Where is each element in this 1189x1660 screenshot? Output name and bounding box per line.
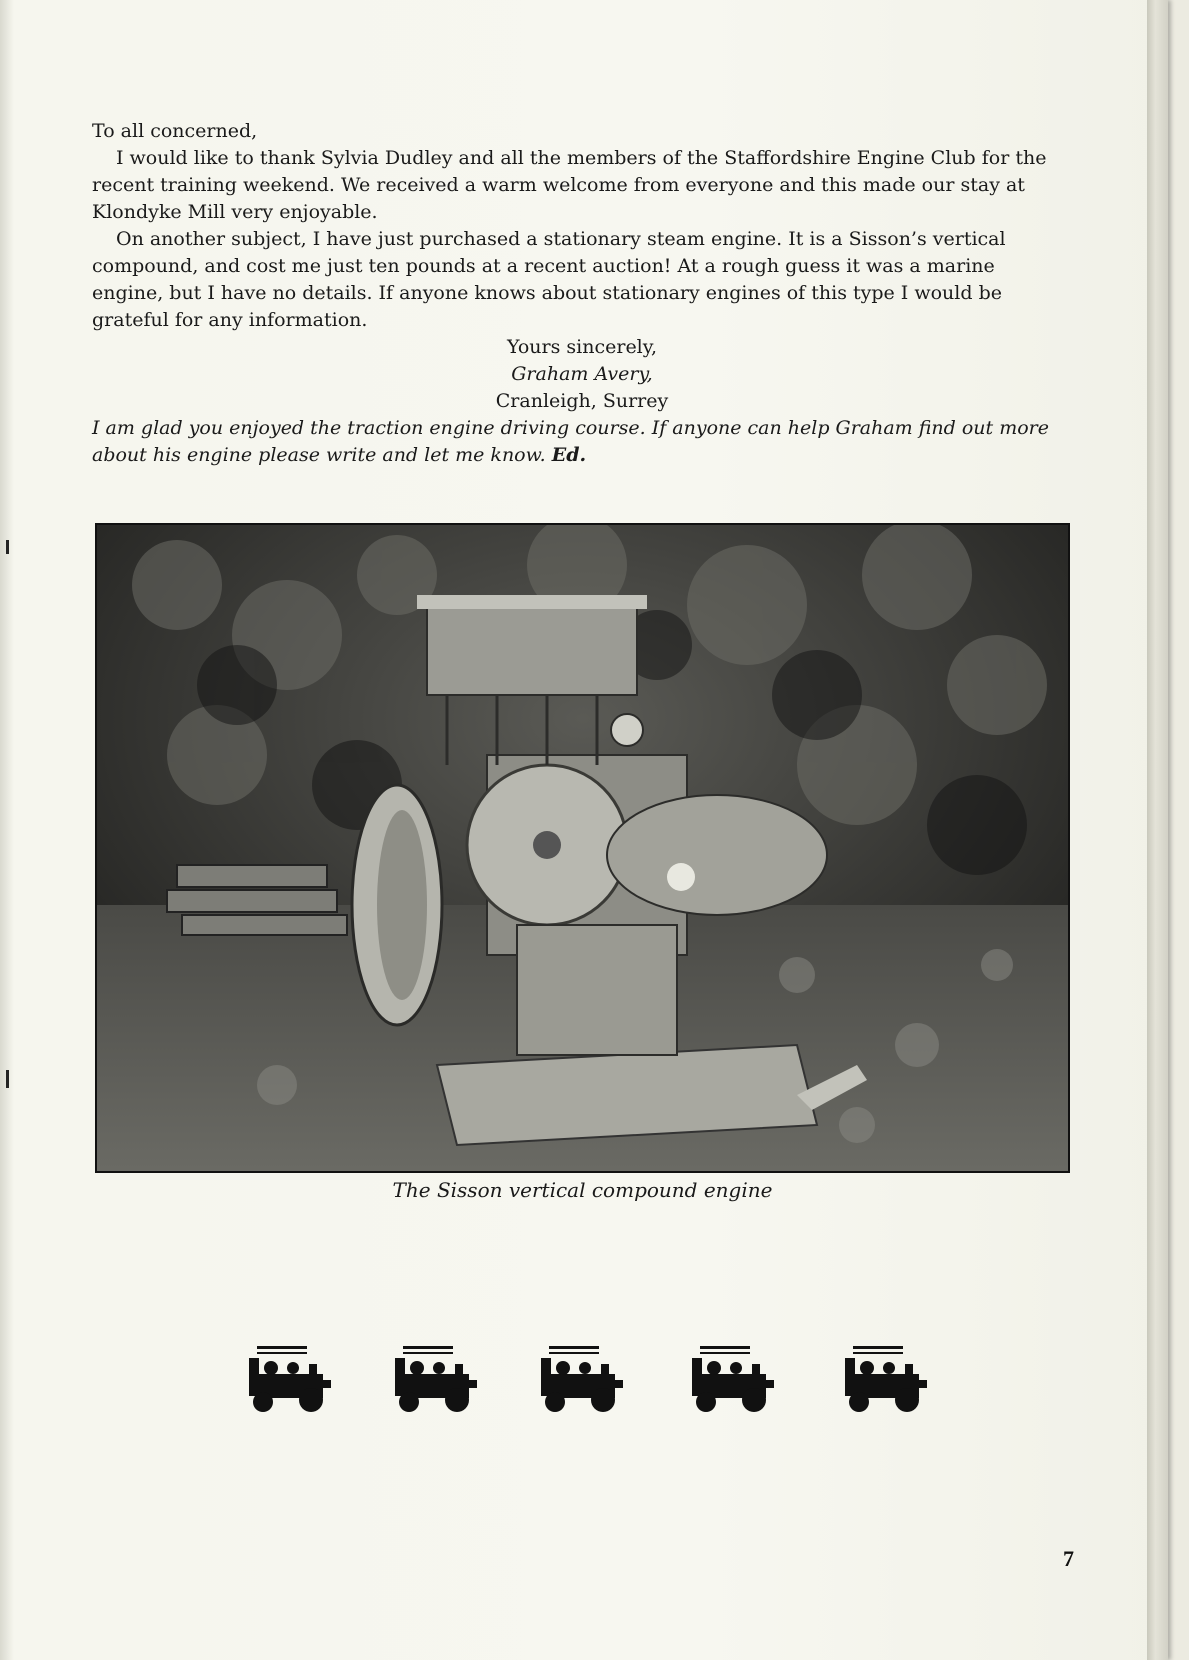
traction-engine-icon: [839, 1338, 931, 1418]
letter-salutation: To all concerned,: [92, 120, 258, 142]
photo-caption: The Sisson vertical compound engine: [392, 1178, 773, 1202]
decorative-engine-row: [243, 1338, 943, 1423]
spine-mark: [6, 1070, 9, 1088]
traction-engine-icon: [389, 1338, 481, 1418]
letter: [92, 118, 1067, 469]
engine-photo-image: [97, 525, 1068, 1171]
traction-engine-icon: [535, 1338, 627, 1418]
traction-engine-icon: [243, 1338, 335, 1418]
editor-signoff: Ed.: [551, 444, 587, 466]
signature-place: Cranleigh, Surrey: [495, 390, 669, 412]
letter-paragraph-1: I would like to thank Sylvia Dudley and all the members of the Staffordshire Engine Club for the recent training weekend. We received a warm welcome from everyone and this made our stay at Klondyke Mill very enjoyable.: [92, 147, 1047, 223]
spine-mark: [6, 540, 9, 554]
traction-engine-icon: [686, 1338, 778, 1418]
letter-signoff: [482, 334, 682, 415]
signature-name: Graham Avery,: [511, 363, 653, 385]
letter-paragraph-2: On another subject, I have just purchased a stationary steam engine. It is a Sisson’s vertical compound, and cost me just ten pounds at a recent auction! At a rough guess it was a marine engine, but I have no details. If anyone knows about stationary engines of this type I would be grateful for any information.: [92, 228, 1006, 331]
editor-note-text: I am glad you enjoyed the traction engine driving course. If anyone can help Graham find out more about his engine please write and let me know.: [92, 417, 1049, 466]
engine-photo: [95, 523, 1070, 1173]
page-edge: [1147, 0, 1168, 1660]
editor-note: [92, 415, 1067, 469]
letter-closing: Yours sincerely,: [506, 336, 658, 358]
page-number: 7: [1063, 1546, 1074, 1571]
